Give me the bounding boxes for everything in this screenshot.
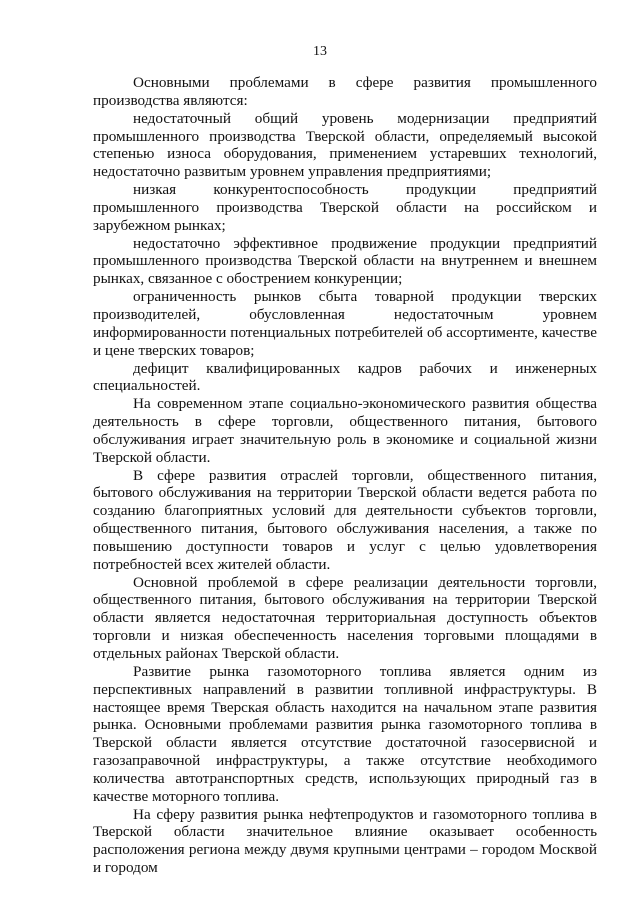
paragraph-trade-development: В сфере развития отраслей торговли, общественного питания, бытового обслуживания на территории Тверской области ведется работа по созданию благоприятных условий для деятельности субъектов торговли, общественного питания, бытового обслуживания населения, а также по повышению доступности товаров и услуг с целью удовлетворения потребностей всех жителей области. — [93, 466, 597, 573]
page-number: 13 — [313, 44, 327, 59]
body-text — [93, 74, 597, 877]
paragraph-oil-products-market: На сферу развития рынка нефтепродуктов и газомоторного топлива в Тверской области значительное влияние оказывает особенность расположения региона между двумя крупными центрами – городом Москвой и городом — [93, 805, 597, 877]
paragraph-gas-motor-fuel: Развитие рынка газомоторного топлива является одним из перспективных направлений в развитии топливной инфраструктуры. В настоящее время Тверская область находится на начальном этапе развития рынка. Основными проблемами развития рынка газомоторного топлива в Тверской области является отсутствие достаточной газосервисной и газозаправочной инфраструктуры, а также отсутствие необходимого количества автотранспортных средств, использующих природный газ в качестве моторного топлива. — [93, 662, 597, 805]
paragraph-modernization-level: недостаточный общий уровень модернизации предприятий промышленного производства Тверской области, определяемый высокой степенью износа оборудования, применением устаревших технологий, недостаточно развитым уровнем управления предприятиями; — [93, 109, 597, 181]
paragraph-limited-markets: ограниченность рынков сбыта товарной продукции тверских производителей, обусловленная недостаточным уровнем информированности потенциальных потребителей об ассортименте, качестве и цене тверских товаров; — [93, 288, 597, 359]
paragraph-problems-intro: Основными проблемами в сфере развития промышленного производства являются: — [93, 74, 597, 109]
paragraph-trade-main-problem: Основной проблемой в сфере реализации деятельности торговли, общественного питания, бытового обслуживания на территории Тверской области является недостаточная территориальная доступность объектов торговли и низкая обеспеченность населения торговыми площадями в отдельных районах Тверской области. — [93, 573, 597, 662]
paragraph-trade-role: На современном этапе социально-экономического развития общества деятельность в сфере торговли, общественного питания, бытового обслуживания играет значительную роль в экономике и социальной жизни Тверской области. — [93, 395, 597, 466]
paragraph-product-promotion: недостаточно эффективное продвижение продукции предприятий промышленного производства Тверской области на внутреннем и внешнем рынках, связанное с обострением конкуренции; — [93, 234, 597, 288]
paragraph-competitiveness: низкая конкурентоспособность продукции предприятий промышленного производства Тверской области на российском и зарубежном рынках; — [93, 181, 597, 234]
paragraph-personnel-deficit: дефицит квалифицированных кадров рабочих и инженерных специальностей. — [93, 359, 597, 395]
